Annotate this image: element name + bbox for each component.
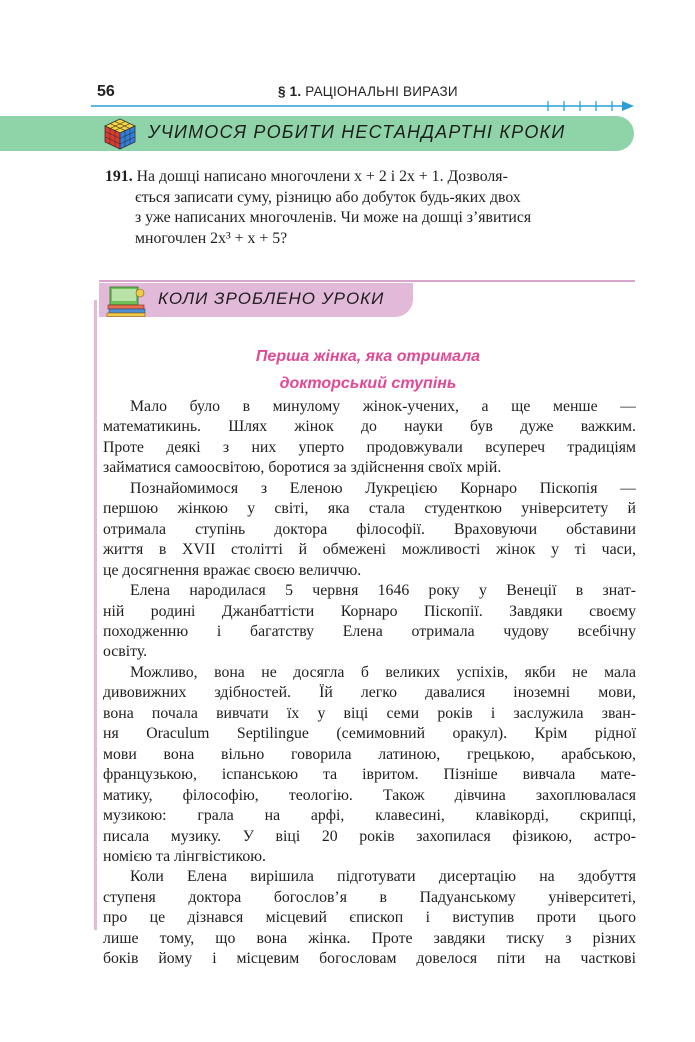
story-heading-line: докторський ступінь xyxy=(279,375,457,392)
story-text xyxy=(103,397,636,970)
text-line: походженню і багатству Елена отримала чудову всебічну xyxy=(103,622,636,640)
text-line: отримала ступінь доктора філософії. Враховуючи обставини xyxy=(103,520,636,538)
page-header xyxy=(0,80,695,110)
section-side-bar xyxy=(94,300,97,930)
text-line: Елена народилася 5 червня 1646 року у Венеції в знат- xyxy=(130,582,636,600)
problem-line: ється записати суму, різницю або добуток будь-яких двох xyxy=(135,188,521,206)
ruler-arrow-icon xyxy=(91,100,636,112)
text-line: Можливо, вона не досягла б великих успіхів, якби не мала xyxy=(130,663,636,681)
books-icon xyxy=(106,283,148,317)
text-line: музикою: грала на арфі, клавесині, клавікорді, скрипці, xyxy=(103,807,636,825)
text-line: Познайомимося з Еленою Лукрецією Корнаро Піскопія — xyxy=(130,479,636,497)
text-line: про це дізнався місцевий єпископ і виступив проти цього xyxy=(103,909,636,927)
page-number: 56 xyxy=(97,83,115,100)
text-line: матику, філософію, теологію. Також дівчина захоплювалася xyxy=(103,786,636,804)
unusual-steps-title: УЧИМОСЯ РОБИТИ НЕСТАНДАРТНІ КРОКИ xyxy=(148,122,566,142)
text-line: освіту. xyxy=(103,643,148,661)
text-line: номією та лінгвістикою. xyxy=(103,847,266,865)
text-line: математикинь. Шлях жінок до науки був дуже важким. xyxy=(103,418,636,436)
story-heading-line: Перша жінка, яка отримала xyxy=(255,348,481,365)
section-marker: § 1. xyxy=(278,84,302,99)
section-divider xyxy=(99,280,635,282)
text-line: життя в XVII столітті й обмежені можливості жінок у ті часи, xyxy=(103,541,636,559)
text-line: це досягнення вражає своєю величчю. xyxy=(103,561,362,579)
text-line: Проте деякі з них уперто продовжували всупереч традиціям xyxy=(103,438,636,456)
problem-191 xyxy=(105,167,635,249)
problem-line: з уже написаних многочленів. Чи може на дошці з’явитися xyxy=(135,209,532,226)
story-heading xyxy=(100,343,636,397)
problem-line: 191. На дошці написано многочлени x + 2 і 2x + 1. Дозволя- xyxy=(105,168,508,185)
problem-number: 191. xyxy=(105,168,133,185)
text-line: ступеня доктора богослов’я в Падуанському університеті, xyxy=(103,888,636,906)
text-line: ній родині Джанбаттісти Корнаро Піскопії. Завдяки своєму xyxy=(103,602,636,620)
text-line: французькою, іспанською та івритом. Пізніше вивчала мате- xyxy=(103,766,636,784)
text-line: Коли Елена вирішила підготувати дисертацію на здобуття xyxy=(130,868,636,886)
problem-line: многочлен 2x³ + x + 5? xyxy=(135,229,288,247)
section-name: РАЦІОНАЛЬНІ ВИРАЗИ xyxy=(305,84,458,99)
text-line: дивовижних здібностей. Їй легко давалися іноземні мови, xyxy=(103,684,636,702)
text-line: першою жінкою у світі, яка стала студенткою університету й xyxy=(103,500,636,518)
rubiks-cube-icon xyxy=(103,117,137,151)
text-line: мови вона вільно говорила латиною, грецькою, арабською, xyxy=(103,745,636,763)
text-line: Мало було в минулому жінок-учених, а ще менше — xyxy=(130,398,636,415)
text-line: боків йому і місцевим богословам довелося піти на часткові xyxy=(103,950,636,968)
text-line: лише тому, що вона жінка. Проте завдяки тиску з різних xyxy=(103,929,636,947)
unusual-steps-banner xyxy=(0,116,634,151)
text-line: вона почала вивчати їх у віці семи років і заслужила зван- xyxy=(103,704,636,722)
text-line: писала музику. У віці 20 років захопилася фізикою, астро- xyxy=(103,827,636,845)
running-section-title xyxy=(278,84,458,99)
text-line: ня Oraculum Septilingue (семимовний оракул). Крім рідної xyxy=(103,725,636,743)
text-line: займатися самоосвітою, боротися за здійснення своїх мрій. xyxy=(103,459,502,477)
after-lessons-title: КОЛИ ЗРОБЛЕНО УРОКИ xyxy=(158,289,385,308)
